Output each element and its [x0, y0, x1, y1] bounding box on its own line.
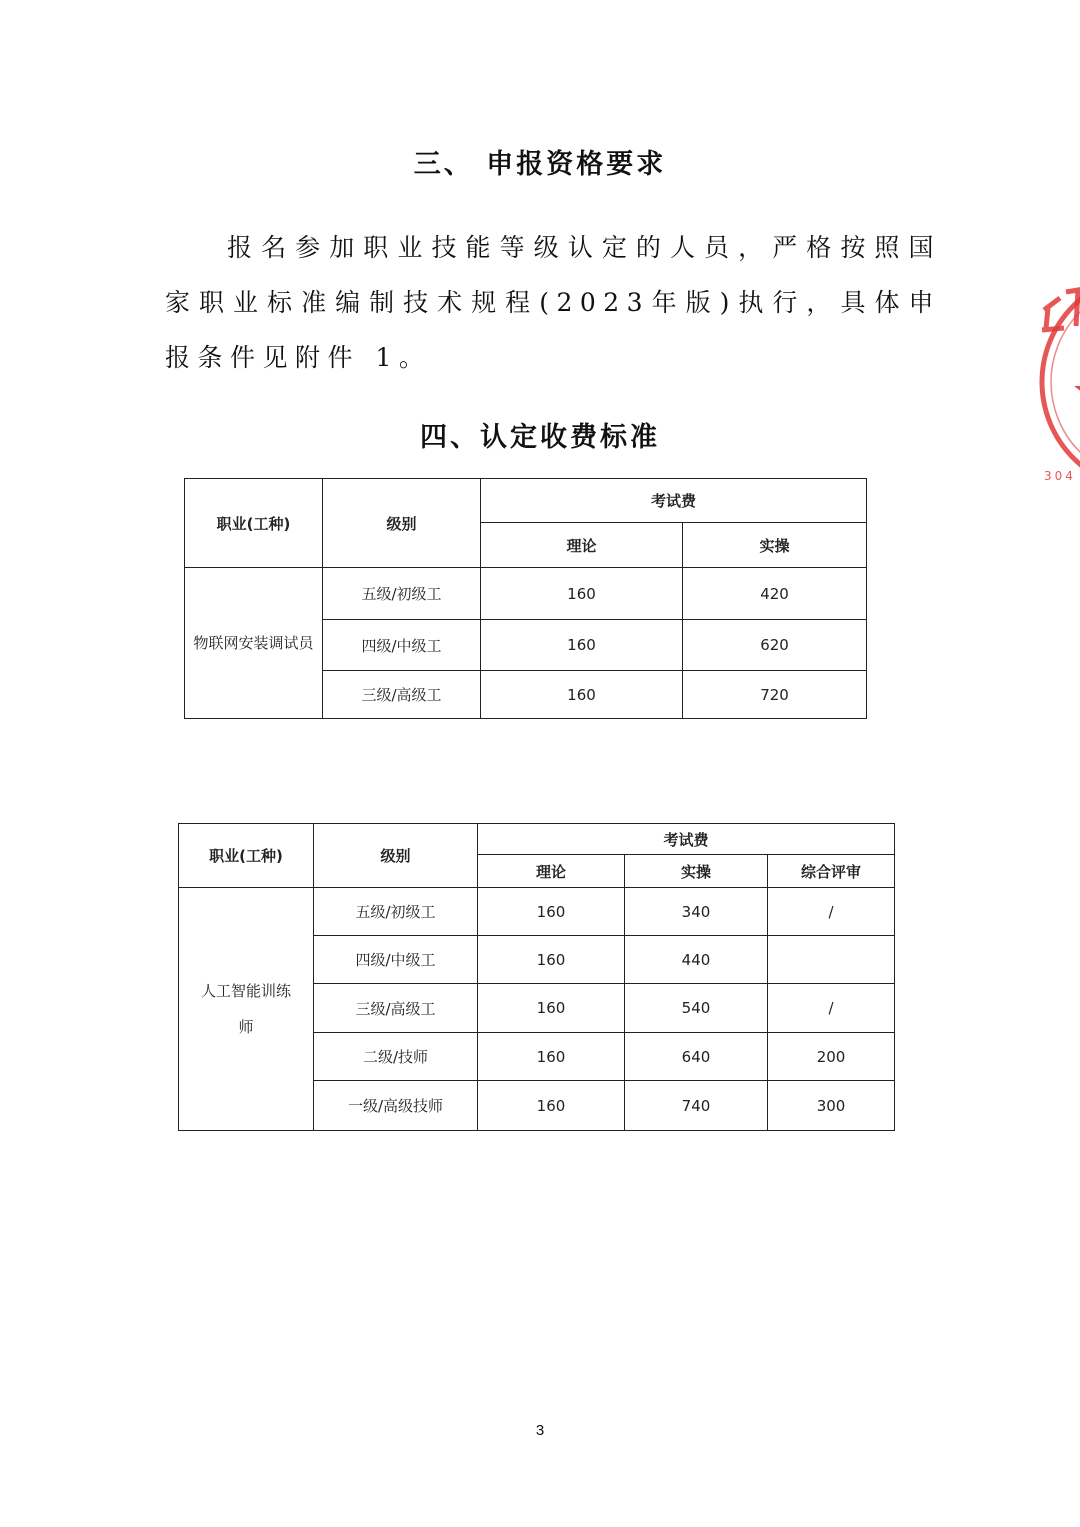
seal-star-icon [1074, 370, 1080, 412]
section-4-title: 四、认定收费标准 [420, 422, 660, 453]
fee-table-iot [184, 478, 867, 719]
theory-fee-cell: 160 [478, 1033, 625, 1081]
header-exam-fee: 考试费 [478, 824, 895, 855]
table-row [185, 568, 867, 620]
occupation-cell: 物联网安装调试员 [185, 568, 323, 719]
header-theory: 理论 [481, 523, 683, 568]
header-exam-fee: 考试费 [481, 479, 867, 523]
theory-fee-cell: 160 [481, 568, 683, 620]
fee-table-ai-trainer [178, 823, 895, 1131]
header-occupation: 职业(工种) [179, 824, 314, 888]
practice-fee-cell: 540 [625, 984, 768, 1033]
practice-fee-cell: 640 [625, 1033, 768, 1081]
practice-fee-cell: 440 [625, 936, 768, 984]
theory-fee-cell: 160 [481, 620, 683, 671]
level-cell: 三级/高级工 [314, 984, 478, 1033]
theory-fee-cell: 160 [478, 984, 625, 1033]
level-cell: 五级/初级工 [314, 888, 478, 936]
occupation-cell: 人工智能训练师 [179, 888, 314, 1131]
theory-fee-cell: 160 [478, 888, 625, 936]
practice-fee-cell: 620 [683, 620, 867, 671]
practice-fee-cell: 740 [625, 1081, 768, 1131]
seal-partial-text: 304 [1044, 469, 1076, 483]
theory-fee-cell: 160 [478, 936, 625, 984]
level-cell: 五级/初级工 [323, 568, 481, 620]
level-cell: 四级/中级工 [323, 620, 481, 671]
qualification-paragraph: 报名参加职业技能等级认定的人员，严格按照国家职业标准编制技术规程(2023年版)执行，具体申报条件见附件 1。 [165, 233, 941, 372]
practice-fee-cell: 340 [625, 888, 768, 936]
header-level: 级别 [323, 479, 481, 568]
review-fee-cell: / [768, 888, 895, 936]
practice-fee-cell: 420 [683, 568, 867, 620]
header-practice: 实操 [625, 855, 768, 888]
official-seal-stamp [1038, 268, 1080, 496]
theory-fee-cell: 160 [481, 671, 683, 719]
review-fee-cell: 300 [768, 1081, 895, 1131]
header-level: 级别 [314, 824, 478, 888]
header-review: 综合评审 [768, 855, 895, 888]
level-cell: 一级/高级技师 [314, 1081, 478, 1131]
section-3-title: 三、 申报资格要求 [413, 149, 667, 180]
page-number: 3 [535, 1422, 545, 1439]
header-occupation: 职业(工种) [185, 479, 323, 568]
review-fee-cell: 200 [768, 1033, 895, 1081]
review-fee-cell [768, 936, 895, 984]
header-theory: 理论 [478, 855, 625, 888]
review-fee-cell: / [768, 984, 895, 1033]
level-cell: 二级/技师 [314, 1033, 478, 1081]
level-cell: 三级/高级工 [323, 671, 481, 719]
table-row [179, 888, 895, 936]
header-practice: 实操 [683, 523, 867, 568]
practice-fee-cell: 720 [683, 671, 867, 719]
level-cell: 四级/中级工 [314, 936, 478, 984]
theory-fee-cell: 160 [478, 1081, 625, 1131]
